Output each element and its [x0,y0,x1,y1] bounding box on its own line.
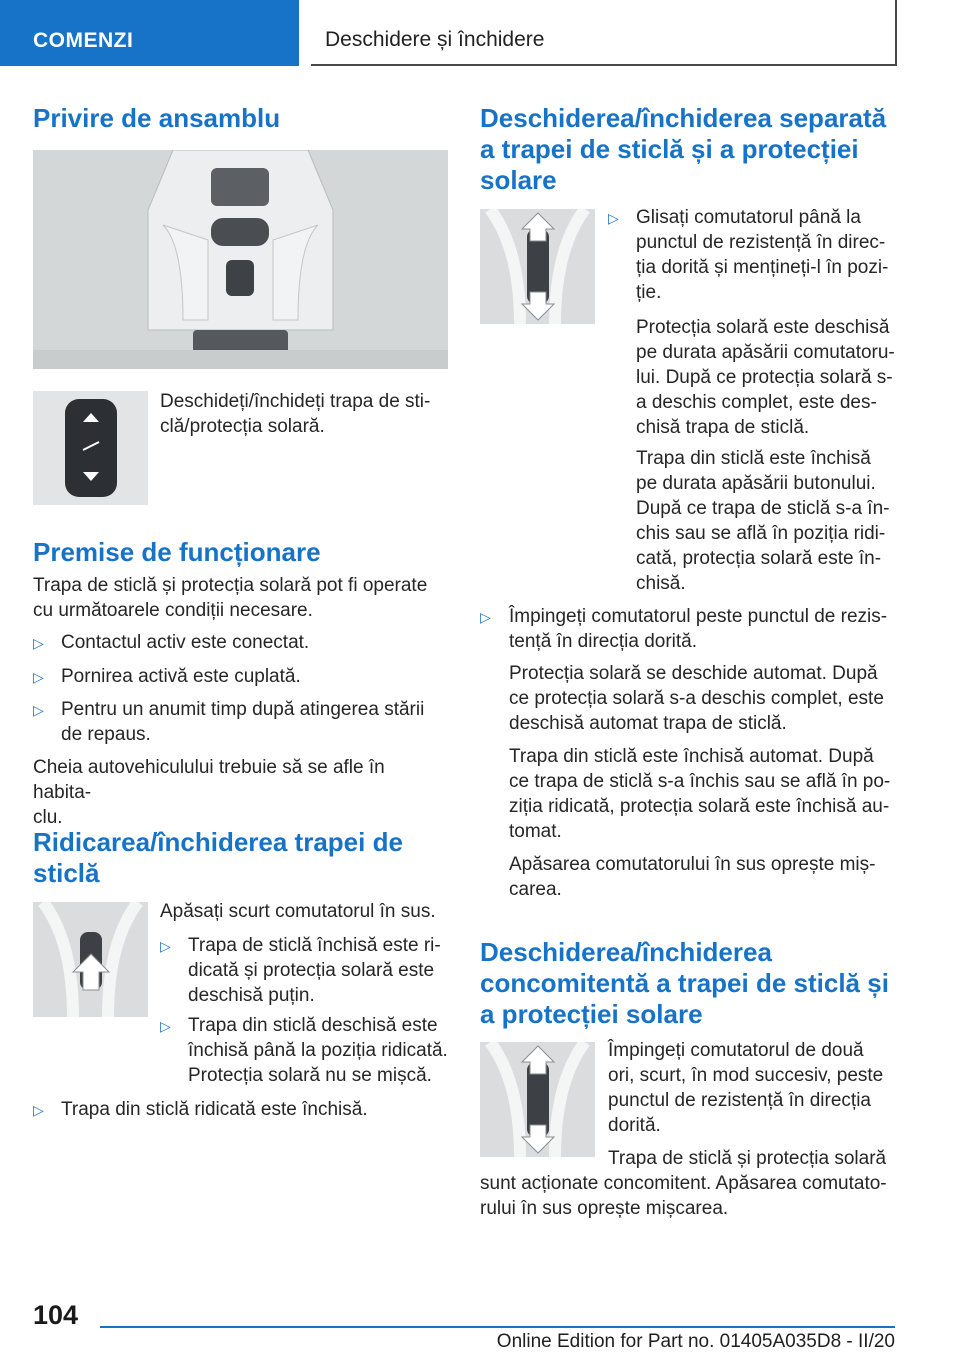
heading-prerequisites: Premise de funcționare [33,537,321,567]
heading-overview: Privire de ansamblu [33,103,281,133]
section-tab: COMENZI [0,0,299,66]
separate-item-para: Trapa din sticlă este închisă automat. După ce trapa de sticlă s-a închis sau se află în po- ziția ridicată, protecția solară este închisă au- tomat. [509,746,891,842]
heading-raise-close: Ridicarea/închiderea trapei de sticlă [33,827,403,888]
switch-closeup-image [33,391,148,505]
concurrent-para: Împingeți comutatorul de două ori, scurt, în mod succesiv, peste punctul de rezistență în direcția dorită. [608,1040,884,1136]
overhead-console-image [33,150,448,369]
footer-divider [100,1326,895,1328]
bullet-triangle-icon: ▷ [160,938,171,954]
chapter-title: Deschidere și închidere [325,28,545,51]
separate-item-para: Trapa din sticlă este închisă pe durata apăsării butonului. După ce trapa de sticlă s-a în- chis sau se află în poziția ridi- cată, protecția solară este în- chisă. [636,448,890,594]
separate-switch-image [480,209,595,324]
separate-item: ▷ Glisați comutatorul până la punctul de rezistență în direc- ția dorită și mențineți-l în pozi- ție. [608,207,889,303]
separate-item: ▷ Împingeți comutatorul peste punctul de rezis- tență în direcția dorită. [480,606,888,652]
raise-item: ▷ Trapa de sticlă închisă este ri- dicată și protecția solară este deschisă puțin. [160,935,441,1006]
concurrent-switch-illustration [480,1042,595,1157]
page-header [0,0,960,66]
heading-separate: Deschiderea/închiderea separată a trapei de sticlă și a protecției solare [480,103,887,195]
separate-item-para: Protecția solară se deschide automat. După ce protecția solară s-a deschis complet, este deschisă automat trapa de sticlă. [509,663,884,734]
bullet-triangle-icon: ▷ [480,609,491,625]
separate-item-para: Protecția solară este deschisă pe durata apăsării comutatoru- lui. După ce protecția solară s- a deschis complet, este des- chisă trapa de sticlă. [636,317,895,438]
raise-switch-image [33,902,148,1017]
prereq-item: ▷ Pentru un anumit timp după atingerea stării de repaus. [33,699,425,745]
raise-item: ▷ Trapa din sticlă deschisă este închisă până la poziția ridicată. Protecția solară nu se mișcă. [160,1015,448,1086]
concurrent-switch-image [480,1042,595,1157]
separate-item-para: Apăsarea comutatorului în sus oprește miș- carea. [509,854,876,900]
prereq-intro: Trapa de sticlă și protecția solară pot fi operate cu următoarele condiții necesare. [33,575,428,621]
bullet-triangle-icon: ▷ [33,669,44,685]
separate-switch-illustration [480,209,595,324]
raise-switch-illustration [33,902,148,1017]
overhead-console-illustration [33,150,448,369]
bullet-triangle-icon: ▷ [33,702,44,718]
raise-item: ▷ Trapa din sticlă ridicată este închisă. [33,1097,448,1122]
chapter-tab [311,0,897,66]
raise-intro: Apăsați scurt comutatorul în sus. [160,901,436,922]
bullet-triangle-icon: ▷ [33,1102,44,1118]
bullet-triangle-icon: ▷ [33,635,44,651]
page-number: 104 [33,1300,79,1330]
switch-caption: Deschideți/închideți trapa de sti- clă/protecția solară. [160,391,431,437]
heading-concurrent: Deschiderea/închiderea concomitentă a trapei de sticlă și a protecției solare [480,937,889,1029]
edition-note: Online Edition for Part no. 01405A035D8 - II/20 [496,1331,895,1352]
prereq-item: ▷ Contactul activ este conectat. [33,630,448,655]
concurrent-para: Trapa de sticlă și protecția solară sunt acționate concomitent. Apăsarea comutato- rului în sus oprește mișcarea. [480,1148,887,1219]
prereq-note: Cheia autovehiculului trebuie să se afle în habita- clu. [33,757,385,828]
switch-illustration [33,391,148,505]
prereq-item: ▷ Pornirea activă este cuplată. [33,664,448,689]
bullet-triangle-icon: ▷ [608,210,619,226]
bullet-triangle-icon: ▷ [160,1018,171,1034]
